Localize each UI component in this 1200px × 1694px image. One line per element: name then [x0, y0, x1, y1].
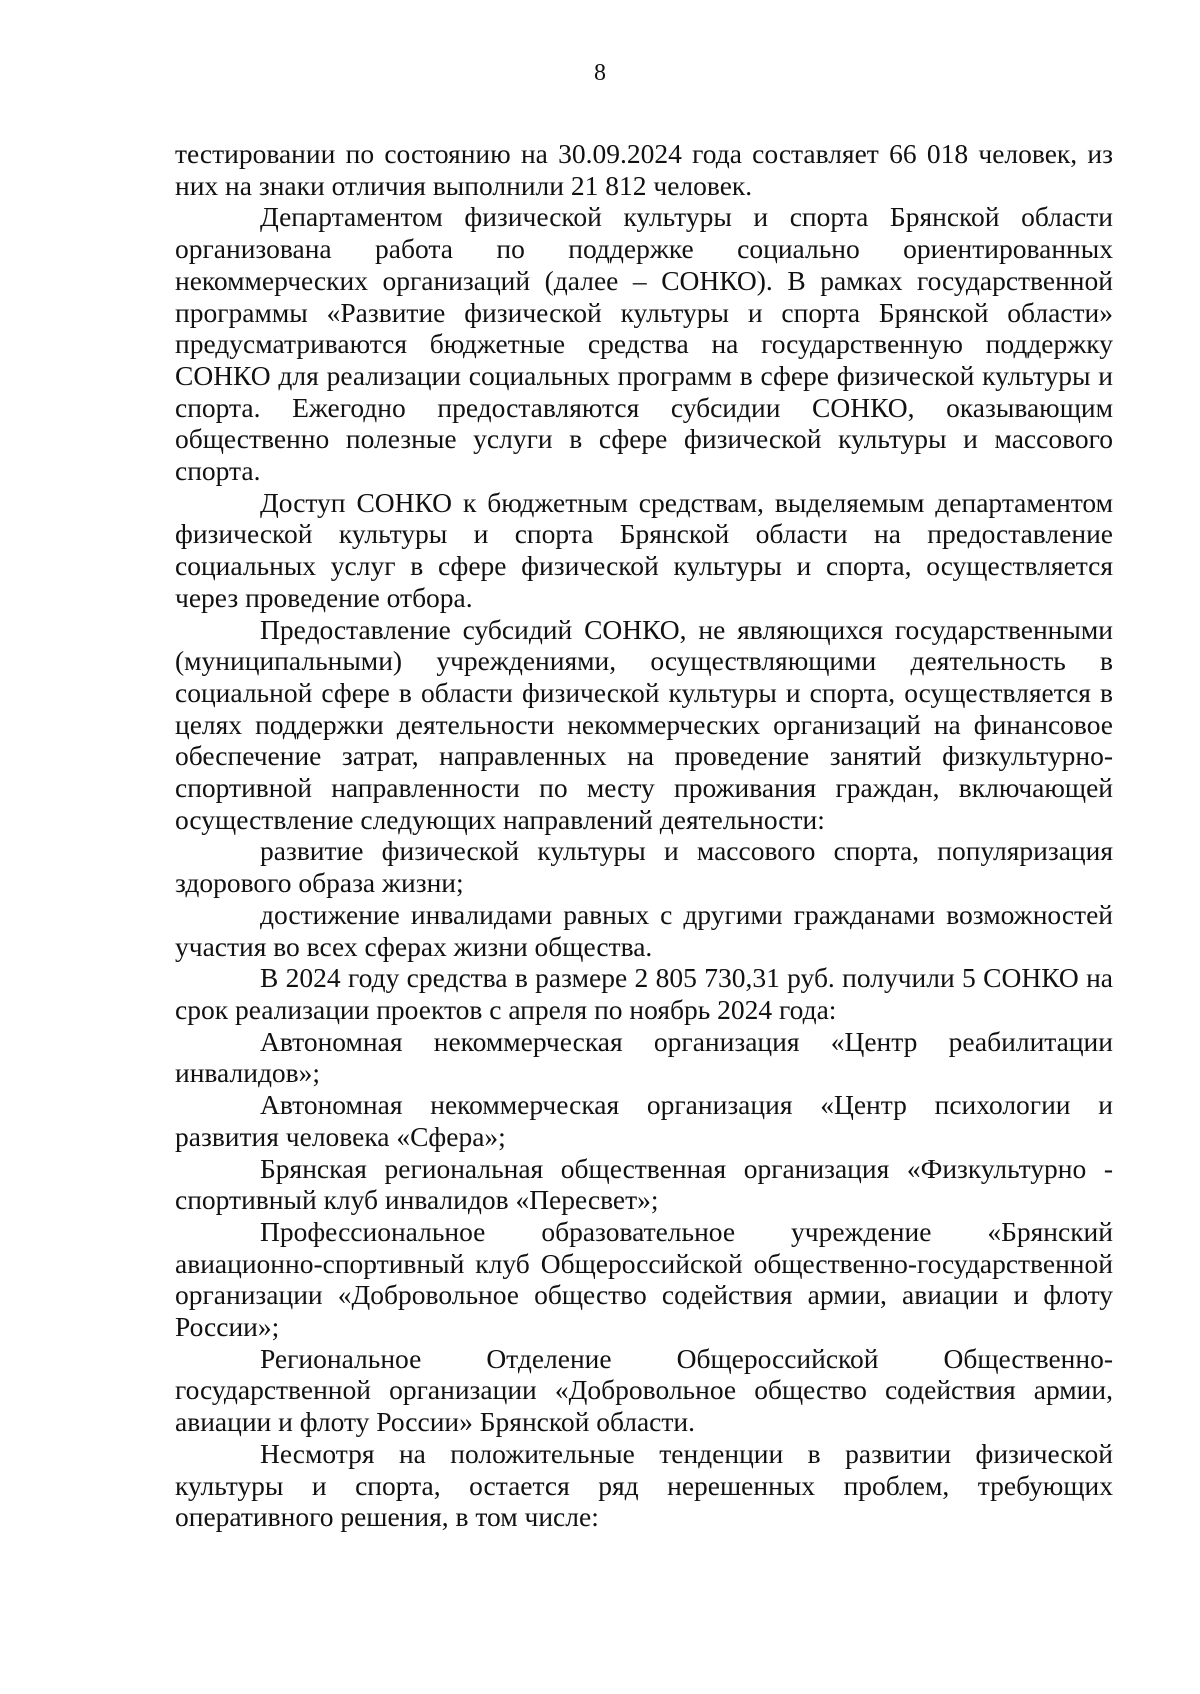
paragraph-continuation: тестировании по состоянию на 30.09.2024 года составляет 66 018 человек, из них на знаки отличия выполнили 21 812 человек. [175, 138, 1113, 201]
paragraph-funding-2024: В 2024 году средства в размере 2 805 730,31 руб. получили 5 СОНКО на срок реализации проектов с апреля по ноябрь 2024 года: [175, 962, 1113, 1025]
document-body [175, 138, 1113, 1533]
list-item-organization: Автономная некоммерческая организация «Центр психологии и развития человека «Сфера»; [175, 1089, 1113, 1152]
list-item-disabled-equality: достижение инвалидами равных с другими гражданами возможностей участия во всех сферах жизни общества. [175, 898, 1113, 962]
paragraph-budget-access: Доступ СОНКО к бюджетным средствам, выделяемым департаментом физической культуры и спорта Брянской области на предоставление социальных услуг в сфере физической культуры и спорта, осуществляется через проведение отбора. [175, 486, 1113, 613]
paragraph-subsidies: Предоставление субсидий СОНКО, не являющихся государственными (муниципальными) учреждениями, осуществляющими деятельность в социальной сфере в области физической культуры и спорта, осуществляется в целях поддержки деятельности некоммерческих организаций на финансовое обеспечение затрат, направленных на проведение занятий физкультурно-спортивной направленности по месту проживания граждан, включающей осуществление следующих направлений деятельности: [175, 613, 1113, 835]
list-item-organization: Региональное Отделение Общероссийской Общественно-государственной организации «Добровольное общество содействия армии, авиации и флоту России» Брянской области. [175, 1342, 1113, 1438]
paragraph-sonko-support: Департаментом физической культуры и спорта Брянской области организована работа по поддержке социально ориентированных некоммерческих организаций (далее – СОНКО). В рамках государственной программы «Развитие физической культуры и спорта Брянской области» предусматриваются бюджетные средства на государственную поддержку СОНКО для реализации социальных программ в сфере физической культуры и спорта. Ежегодно предоставляются субсидии СОНКО, оказывающим общественно полезные услуги в сфере физической культуры и массового спорта. [175, 201, 1113, 487]
list-item-organization: Автономная некоммерческая организация «Центр реабилитации инвалидов»; [175, 1025, 1113, 1089]
list-item-organization: Брянская региональная общественная организация «Физкультурно - спортивный клуб инвалидов «Пересвет»; [175, 1152, 1113, 1216]
list-item-organization: Профессиональное образовательное учреждение «Брянский авиационно-спортивный клуб Общероссийской общественно-государственной организации «Добровольное общество содействия армии, авиации и флоту России»; [175, 1215, 1113, 1343]
paragraph-problems: Несмотря на положительные тенденции в развитии физической культуры и спорта, остается ряд нерешенных проблем, требующих оперативного решения, в том числе: [175, 1437, 1113, 1533]
page-number: 8 [594, 60, 606, 86]
list-item-mass-sport: развитие физической культуры и массового спорта, популяризация здорового образа жизни; [175, 835, 1113, 899]
